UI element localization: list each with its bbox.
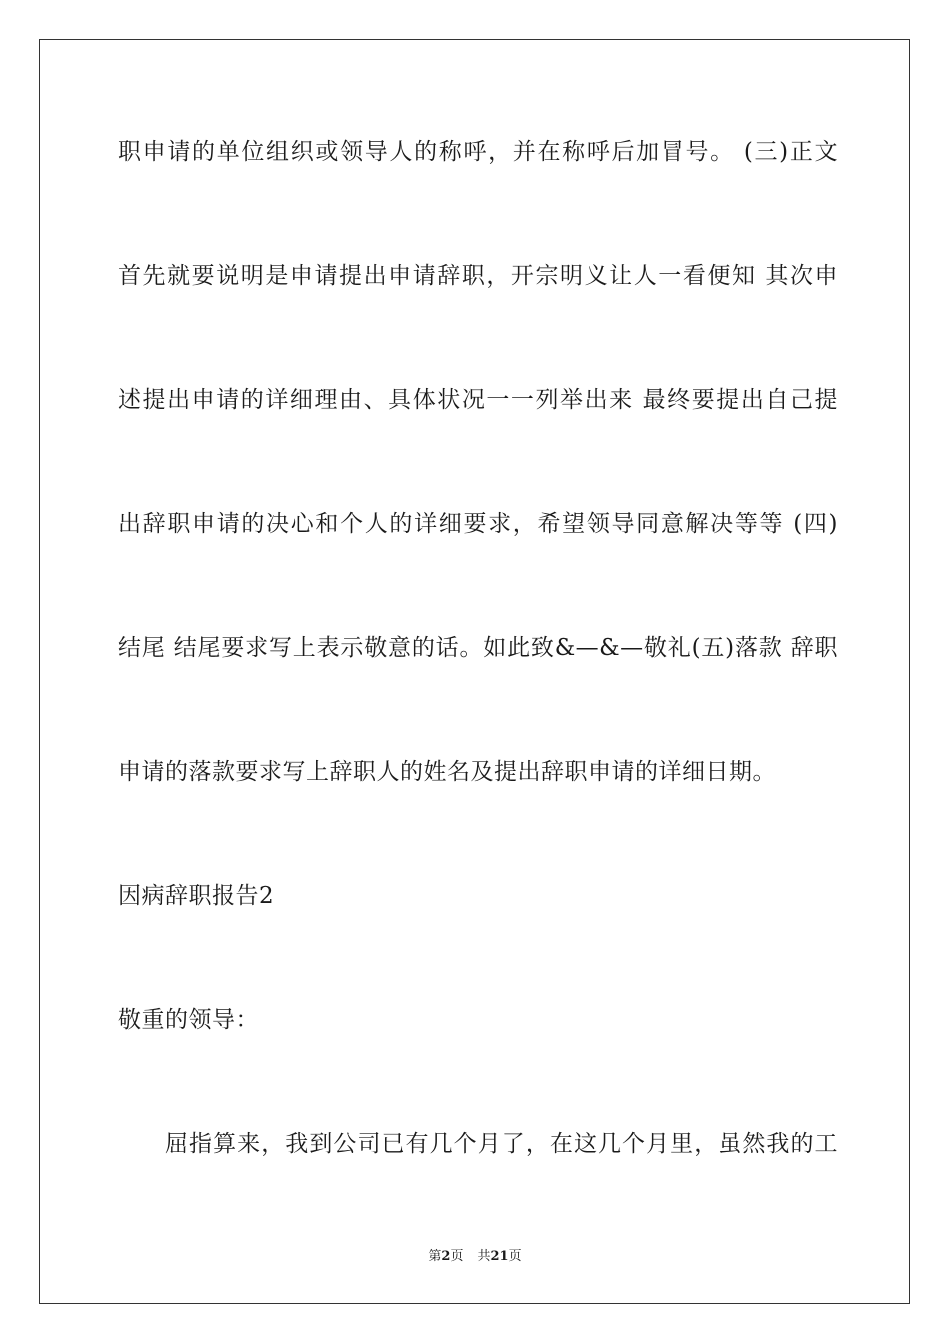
body-text-line: 述提出申请的详细理由、具体状况一一列举出来 最终要提出自己提 [118, 387, 838, 413]
body-text-line: 首先就要说明是申请提出申请辞职，开宗明义让人一看便知 其次申 [118, 263, 838, 289]
salutation: 敬重的领导： [118, 1007, 259, 1033]
total-unit: 页 [508, 1249, 522, 1264]
page-border [39, 39, 910, 1304]
page-prefix: 第 [428, 1249, 442, 1264]
body-text-line: 申请的落款要求写上辞职人的姓名及提出辞职申请的详细日期。 [118, 759, 776, 785]
page-unit: 页 [450, 1249, 464, 1264]
current-page-number: 2 [441, 1249, 451, 1264]
total-prefix: 共 [477, 1249, 491, 1264]
section-heading: 因病辞职报告2 [118, 883, 275, 909]
body-text-line: 职申请的单位组织或领导人的称呼，并在称呼后加冒号。 (三)正文 [118, 139, 838, 165]
body-text-line: 出辞职申请的决心和个人的详细要求，希望领导同意解决等等 (四) [118, 511, 838, 537]
paragraph-first-line: 屈指算来，我到公司已有几个月了，在这几个月里，虽然我的工 [165, 1131, 838, 1157]
body-text-line: 结尾 结尾要求写上表示敬意的话。如此致&—&—敬礼(五)落款 辞职 [118, 635, 838, 661]
page-footer [0, 1248, 950, 1266]
total-page-count: 21 [490, 1249, 509, 1264]
